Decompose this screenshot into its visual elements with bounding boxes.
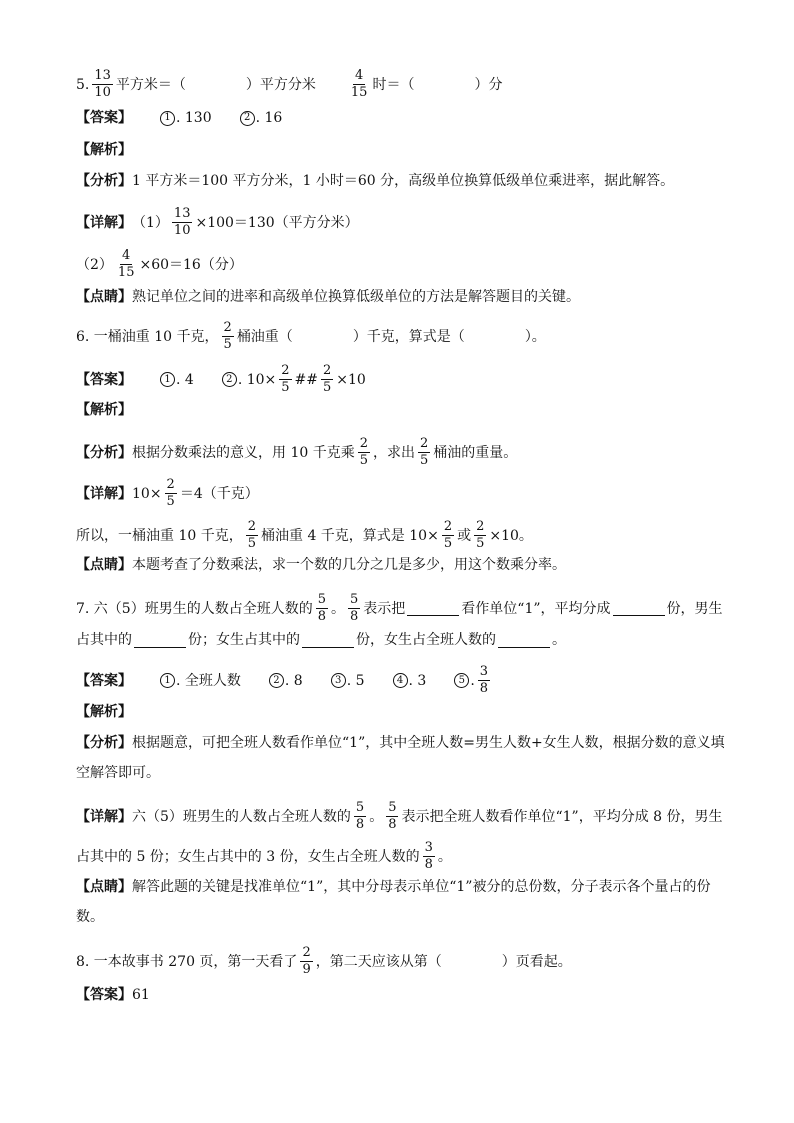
q6-dianjing: 【点睛】 本题考查了分数乘法，求一个数的几分之几是多少，用这个数乘分率。 — [76, 557, 566, 573]
fraction: $\frac{2}{9}$ — [302, 945, 311, 977]
q7-answer: 【答案】 1 . 全班人数 2 . 8 3 . 5 4 . 3 5 . $\frac{3}{8}$ — [76, 664, 489, 696]
circled-number: 2 — [222, 372, 237, 387]
circled-number: 2 — [240, 111, 255, 126]
fraction: $\frac{5}{8}$ — [388, 800, 397, 832]
q5-fenxi: 【分析】 1 平方米＝100 平方分米，1 小时＝60 分，高级单位换算低级单位乘进率，据此解答。 — [76, 173, 675, 189]
q6-fenxi: 【分析】 根据分数乘法的意义，用 10 千克乘 $\frac{2}{5}$ ，求出 $\frac{2}{5}$ 桶油的重量。 — [76, 436, 518, 468]
q7-question-1: 7. 六（5）班男生的人数占全班人数的 $\frac{5}{8}$ 。 $\frac{5}{8}$ 表示把 看作单位“1”，平均分成 份，男生 — [76, 592, 723, 624]
fraction: $\frac{13}{10}$ — [173, 206, 191, 238]
fraction: $\frac{2}{5}$ — [247, 519, 256, 551]
fraction: $\frac{2}{5}$ — [223, 320, 232, 352]
q7-fenxi: 【分析】根据题意，可把全班人数看作单位“1”，其中全班人数=男生人数+女生人数，根据分数的意义填空解答即可。 — [76, 735, 725, 781]
q7-question-2: 占其中的 份；女生占其中的 份，女生占全班人数的 。 — [76, 632, 566, 648]
fraction: $\frac{5}{8}$ — [350, 592, 359, 624]
q5-jiexi: 【解析】 — [76, 142, 132, 158]
fraction: $\frac{2}{5}$ — [281, 363, 290, 395]
fraction: $\frac{3}{8}$ — [424, 840, 433, 872]
fraction: $\frac{3}{8}$ — [479, 664, 489, 696]
circled-number: 1 — [160, 111, 175, 126]
q7-dianjing: 【点睛】解答此题的关键是找准单位“1”，其中分母表示单位“1”被分的总份数，分子表示各个量占的份数。 — [76, 879, 711, 925]
q6-jiexi: 【解析】 — [76, 402, 132, 418]
q6-xiangjie: 【详解】 10× $\frac{2}{5}$ ＝4（千克） — [76, 477, 259, 509]
blank-line — [302, 633, 354, 648]
q6-suoyi: 所以，一桶油重 10 千克， $\frac{2}{5}$ 桶油重 4 千克，算式是 10× $\frac{2}{5}$ 或 $\frac{2}{5}$ ×10。 — [76, 519, 533, 551]
circled-number: 4 — [393, 673, 408, 688]
q7-jiexi: 【解析】 — [76, 704, 132, 720]
q5-dianjing: 【点睛】 熟记单位之间的进率和高级单位换算低级单位的方法是解答题目的关键。 — [76, 289, 580, 305]
circled-number: 1 — [160, 372, 175, 387]
fraction: $\frac{4}{15}$ — [117, 248, 135, 280]
q6-answer: 【答案】 1 . 4 2 . 10× $\frac{2}{5}$ ## $\frac{2}{5}$ ×10 — [76, 363, 366, 395]
q5-answer: 【答案】 1 . 130 2 . 16 — [76, 110, 283, 126]
blank-line — [613, 601, 665, 616]
circled-number: 3 — [331, 673, 346, 688]
fraction: $\frac{2}{5}$ — [359, 436, 368, 468]
q7-xiangjie-1: 【详解】 六（5）班男生的人数占全班人数的 $\frac{5}{8}$ 。 $\frac{5}{8}$ 表示把全班人数看作单位“1”，平均分成 8 份，男生 — [76, 800, 723, 832]
circled-number: 1 — [160, 673, 175, 688]
fraction: $\frac{13}{10}$ — [94, 68, 111, 100]
q8-answer: 【答案】 61 — [76, 987, 150, 1003]
fraction: $\frac{5}{8}$ — [355, 800, 365, 832]
fraction: $\frac{4}{15}$ — [350, 68, 368, 100]
q5-xiangjie-2: （2） $\frac{4}{15}$ ×60＝16（分） — [76, 248, 243, 280]
fraction: $\frac{2}{5}$ — [443, 519, 453, 551]
fraction: $\frac{2}{5}$ — [323, 363, 332, 395]
circled-number: 2 — [269, 673, 284, 688]
q6-question: 6. 一桶油重 10 千克， $\frac{2}{5}$ 桶油重（ ）千克，算式是（ ）。 — [76, 320, 546, 352]
blank-line — [134, 633, 186, 648]
blank-line — [407, 601, 459, 616]
q5-question: 5. $\frac{13}{10}$ 平方米＝（ ）平方分米 $\frac{4}{15}$ 时＝（ ）分 — [76, 68, 503, 100]
q8-question: 8. 一本故事书 270 页，第一天看了 $\frac{2}{9}$ ，第二天应该从第（ ）页看起。 — [76, 945, 572, 977]
fraction: $\frac{5}{8}$ — [317, 592, 326, 624]
fraction: $\frac{2}{5}$ — [420, 436, 429, 468]
fraction: $\frac{2}{5}$ — [476, 519, 485, 551]
blank-line — [498, 633, 550, 648]
q7-xiangjie-2: 占其中的 5 份；女生占其中的 3 份，女生占全班人数的 $\frac{3}{8}$ 。 — [76, 840, 452, 872]
q5-xiangjie-1: 【详解】 （1） $\frac{13}{10}$ ×100＝130（平方分米） — [76, 206, 359, 238]
circled-number: 5 — [454, 673, 469, 688]
fraction: $\frac{2}{5}$ — [166, 477, 175, 509]
